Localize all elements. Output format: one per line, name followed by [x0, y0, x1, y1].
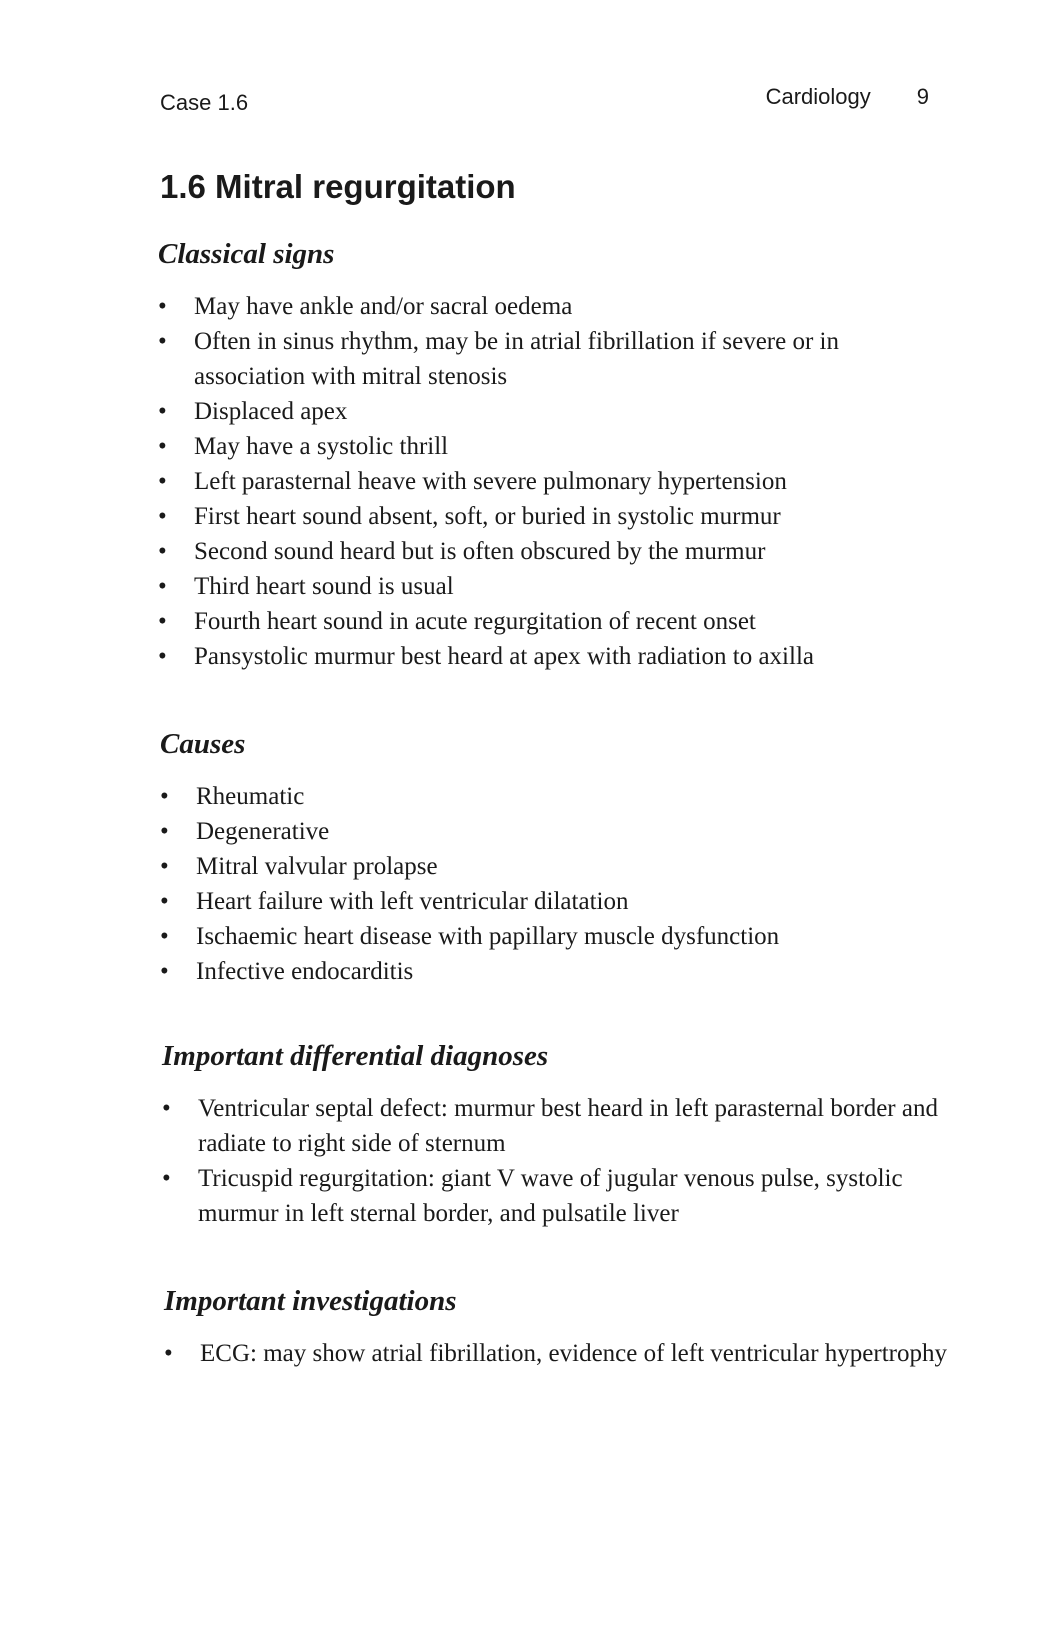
case-label: Case 1.6	[160, 90, 249, 115]
page-title: 1.6 Mitral regurgitation	[160, 168, 516, 205]
list-item: • Infective endocarditis	[160, 954, 950, 989]
section-heading: Important differential diagnoses	[162, 1040, 549, 1072]
list-item: • Heart failure with left ventricular dilatation	[160, 884, 950, 919]
list-item: • Ventricular septal defect: murmur best heard in left parasternal border and radiate to right side of sternum	[162, 1091, 947, 1161]
list-item: • Second sound heard but is often obscured by the murmur	[158, 534, 938, 569]
list-item: • May have ankle and/or sacral oedema	[158, 289, 938, 324]
section-differential-diagnoses	[162, 1040, 947, 1231]
list-item: • Left parasternal heave with severe pulmonary hypertension	[158, 464, 938, 499]
chapter-name: Cardiology	[765, 84, 871, 109]
list-item: • Displaced apex	[158, 394, 938, 429]
section-investigations	[164, 1285, 949, 1371]
section-classical-signs	[158, 238, 938, 674]
list-item: • Third heart sound is usual	[158, 569, 938, 604]
list-item: • Rheumatic	[160, 779, 950, 814]
list-item: • May have a systolic thrill	[158, 429, 938, 464]
list-item: • Often in sinus rhythm, may be in atrial fibrillation if severe or in association with mitral stenosis	[158, 324, 938, 394]
bullet-list	[164, 1336, 949, 1371]
section-heading: Causes	[160, 728, 246, 760]
bullet-list	[162, 1091, 947, 1231]
section-heading: Important investigations	[164, 1285, 457, 1317]
list-item: • Fourth heart sound in acute regurgitation of recent onset	[158, 604, 938, 639]
list-item: • Pansystolic murmur best heard at apex with radiation to axilla	[158, 639, 938, 674]
list-item: • Mitral valvular prolapse	[160, 849, 950, 884]
section-heading: Classical signs	[158, 238, 335, 270]
page-number: 9	[916, 84, 929, 109]
list-item: • Tricuspid regurgitation: giant V wave of jugular venous pulse, systolic murmur in left sternal border, and pulsatile liver	[162, 1161, 947, 1231]
list-item: • First heart sound absent, soft, or buried in systolic murmur	[158, 499, 938, 534]
bullet-list	[160, 779, 950, 989]
running-header	[766, 84, 929, 110]
bullet-list	[158, 289, 938, 674]
list-item: • Ischaemic heart disease with papillary muscle dysfunction	[160, 919, 950, 954]
list-item: • ECG: may show atrial fibrillation, evidence of left ventricular hypertrophy	[164, 1336, 949, 1371]
section-causes	[160, 728, 950, 989]
list-item: • Degenerative	[160, 814, 950, 849]
